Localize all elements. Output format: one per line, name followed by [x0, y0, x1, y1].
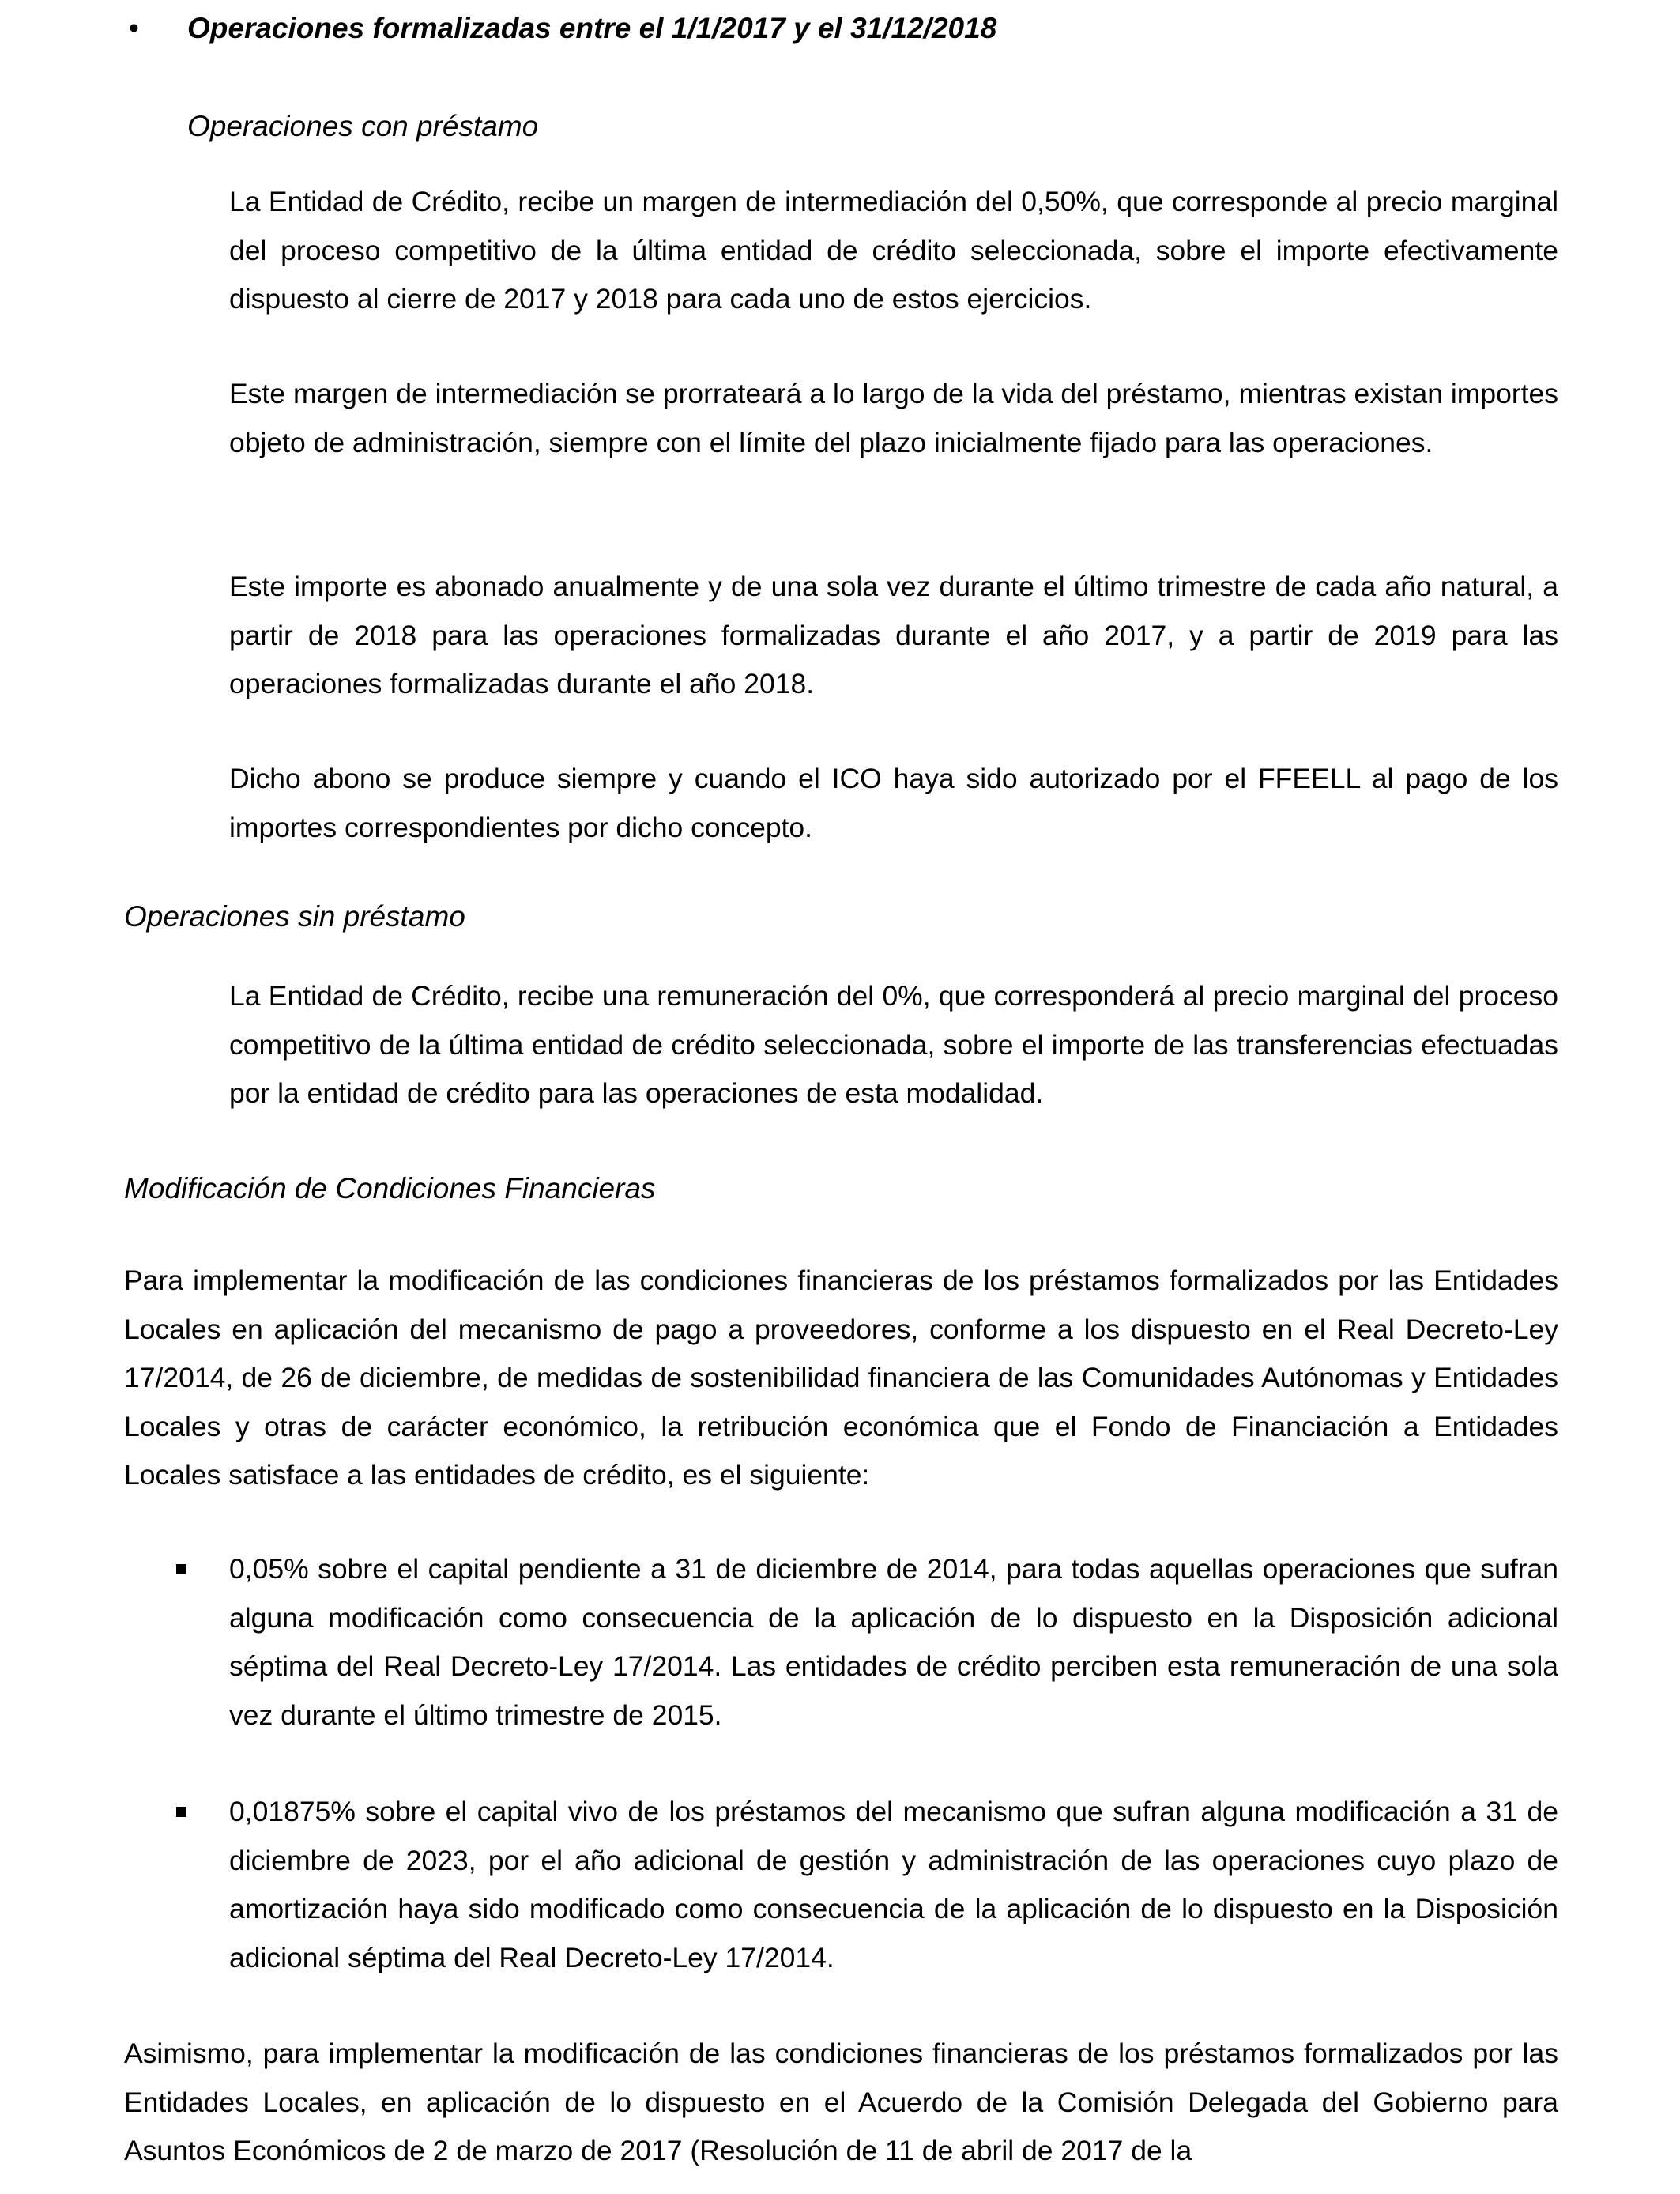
paragraph-con-prestamo-4: Dicho abono se produce siempre y cuando el ICO haya sido autorizado por el FFEELL al pago de los importes correspondientes por dicho concepto. — [229, 763, 1558, 843]
paragraph-con-prestamo-3: Este importe es abonado anualmente y de una sola vez durante el último trimestre de cada año natural, a partir de 2018 para las operaciones formalizadas durante el año 2017, y a partir de 2019 para las operaciones formalizadas durante el año 2018. — [229, 571, 1558, 699]
paragraph-modificacion-intro: Para implementar la modificación de las condiciones financieras de los préstamos formalizados por las Entidades Locales en aplicación del mecanismo de pago a proveedores, conforme a los dispuesto en el Real Decreto-Ley 17/2014, de 26 de diciembre, de medidas de sostenibilidad financiera de las Comunidades Autónomas y Entidades Locales y otras de carácter económico, la retribución económica que el Fondo de Financiación a Entidades Locales satisface a las entidades de crédito, es el siguiente: — [124, 1265, 1558, 1491]
paragraph-con-prestamo-1: La Entidad de Crédito, recibe un margen de intermediación del 0,50%, que corresponde al precio marginal del proceso competitivo de la última entidad de crédito seleccionada, sobre el importe efectivamente dispuesto al cierre de 2017 y 2018 para cada uno de estos ejercicios. — [229, 186, 1558, 315]
paragraph-closing: Asimismo, para implementar la modificación de las condiciones financieras de los préstamos formalizados por las Entidades Locales, en aplicación de lo dispuesto en el Acuerdo de la Comisión Delegada del Gobierno para Asuntos Económicos de 2 de marzo de 2017 (Resolución de 11 de abril de 2017 de la — [124, 2038, 1558, 2166]
paragraph-con-prestamo-2: Este margen de intermediación se prorrateará a lo largo de la vida del préstamo, mientras existan importes objeto de administración, siempre con el límite del plazo inicialmente fijado para las operaciones. — [229, 378, 1558, 458]
square-bullet-2 — [176, 1807, 186, 1817]
subheading-con-prestamo: Operaciones con préstamo — [187, 110, 539, 142]
subheading-sin-prestamo: Operaciones sin préstamo — [124, 900, 465, 933]
heading-bullet: • — [129, 12, 139, 44]
list-item-2: 0,01875% sobre el capital vivo de los préstamos del mecanismo que sufran alguna modificación a 31 de diciembre de 2023, por el año adicional de gestión y administración de las operaciones cuyo plazo de amortización haya sido modificado como consecuencia de la aplicación de lo dispuesto en la Disposición adicional séptima del Real Decreto-Ley 17/2014. — [229, 1796, 1558, 1973]
square-bullet-1 — [176, 1564, 186, 1574]
section-heading: Operaciones formalizadas entre el 1/1/2017 y el 31/12/2018 — [187, 12, 997, 44]
paragraph-sin-prestamo-1: La Entidad de Crédito, recibe una remuneración del 0%, que corresponderá al precio marginal del proceso competitivo de la última entidad de crédito seleccionada, sobre el importe de las transferencias efectuadas por la entidad de crédito para las operaciones de esta modalidad. — [229, 980, 1558, 1109]
list-item-1: 0,05% sobre el capital pendiente a 31 de diciembre de 2014, para todas aquellas operaciones que sufran alguna modificación como consecuencia de la aplicación de lo dispuesto en la Disposición adicional séptima del Real Decreto-Ley 17/2014. Las entidades de crédito perciben esta remuneración de una sola vez durante el último trimestre de 2015. — [229, 1553, 1558, 1731]
subheading-modificacion: Modificación de Condiciones Financieras — [124, 1172, 656, 1204]
